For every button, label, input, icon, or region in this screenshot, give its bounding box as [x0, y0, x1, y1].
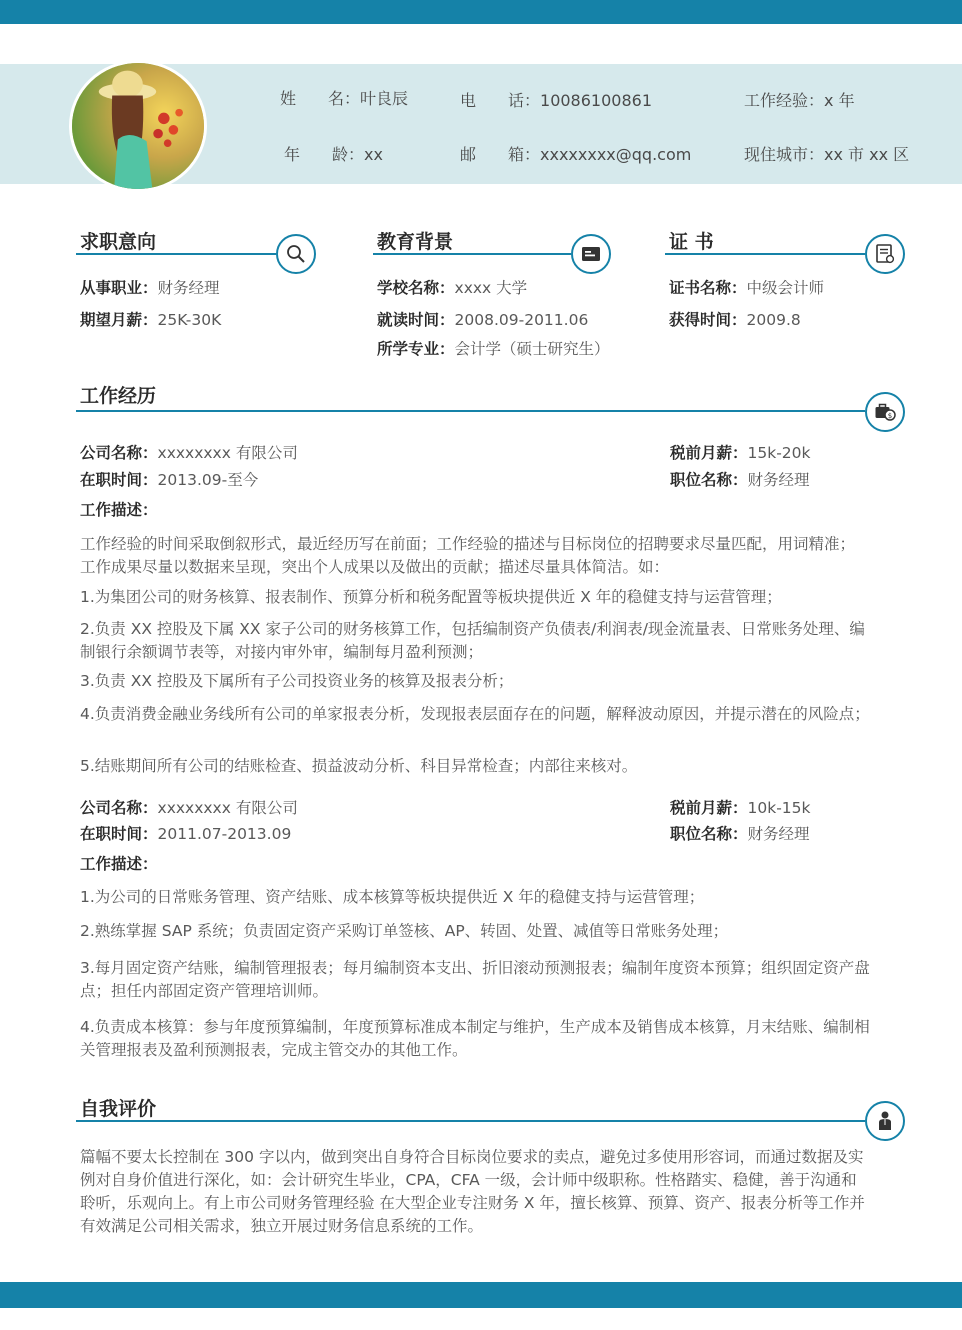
job2-desc-item: 2.熟练掌握 SAP 系统；负责固定资产采购订单签核、AP、转固、处置、减值等日常账务处理； [80, 922, 729, 940]
city-value: xx 市 xx 区 [824, 145, 910, 164]
phone-label: 电 话： [460, 91, 541, 110]
age-label: 年 龄： [284, 145, 365, 164]
email-info [460, 142, 691, 165]
job1-period-value: 2013.09-至今 [157, 471, 259, 489]
bottom-bar [0, 1282, 962, 1308]
age-info [284, 142, 383, 165]
job1-position-value: 财务经理 [747, 471, 810, 489]
diploma-icon [579, 242, 603, 266]
job1-company-label: 公司名称： [80, 444, 158, 462]
certificate-icon-wrap [865, 234, 905, 274]
job1-desc-item: 1.为集团公司的财务核算、报表制作、预算分析和税务配置等板块提供近 X 年的稳健支持与运营管理； [80, 588, 782, 606]
phone-value: 10086100861 [540, 91, 652, 110]
education-rule [373, 253, 571, 255]
job1-position [670, 468, 810, 490]
education-school [377, 276, 527, 298]
education-major-label: 所学专业： [377, 340, 455, 358]
education-title: 教育背景 [377, 231, 454, 253]
certificate-date-value: 2009.8 [746, 311, 801, 329]
svg-text:$: $ [887, 412, 893, 420]
name-value: 叶良辰 [360, 89, 409, 108]
job2-position-value: 财务经理 [747, 825, 810, 843]
job1-desc-item: 2.负责 XX 控股及下属 XX 家子公司的财务核算工作，包括编制资产负债表/利润表/现金流量表、日常账务处理、编制银行余额调节表等，对接内审外审，编制每月盈利预测； [80, 620, 865, 661]
self-eval-text: 篇幅不要太长控制在 300 字以内，做到突出自身符合目标岗位要求的卖点，避免过多使用形容词，而通过数据及实例对自身价值进行深化，如：会计研究生毕业，CPA，CFA 一级，会计师中级职称。性格踏实、稳健，善于沟通和聆听，乐观向上。有上市公司财务管理经验 在大型企业专注财务 X 年，擅长核算、预算、资产、报表分析等工作并有效满足公司相关需求，独立开展过财务信息系统的工作。 [80, 1148, 865, 1235]
education-icon-wrap [571, 234, 611, 274]
certificate-date-label: 获得时间： [669, 311, 747, 329]
job1-desc-intro: 工作经验的时间采取倒叙形式，最近经历写在前面；工作经验的描述与目标岗位的招聘要求尽量匹配，用词精准；工作成果尽量以数据来呈现，突出个人成果以及做出的贡献；描述尽量具体简洁。如： [80, 535, 856, 576]
certificate-name [669, 276, 824, 298]
education-period-label: 就读时间： [377, 311, 455, 329]
top-bar [0, 0, 962, 24]
job2-company-value: xxxxxxxx 有限公司 [157, 799, 298, 817]
job2-desc-label: 工作描述： [80, 855, 158, 873]
education-school-value: xxxx 大学 [454, 279, 528, 297]
intent-position [80, 276, 220, 298]
job1-period-label: 在职时间： [80, 471, 158, 489]
email-label: 邮 箱： [460, 145, 541, 164]
work-icon-wrap [865, 392, 905, 432]
intent-position-value: 财务经理 [157, 279, 220, 297]
job1-desc-label: 工作描述： [80, 501, 158, 519]
job1-desc-heading [80, 498, 158, 520]
job1-desc-item: 5.结账期间所有公司的结账检查、损益波动分析、科目异常检查；内部往来核对。 [80, 757, 638, 775]
city-label: 现住城市： [744, 145, 825, 164]
job1-position-label: 职位名称： [670, 471, 748, 489]
job2-period [80, 822, 291, 844]
job2-salary-label: 税前月薪： [670, 799, 748, 817]
job1-salary-label: 税前月薪： [670, 444, 748, 462]
job2-desc-item: 4.负责成本核算：参与年度预算编制，年度预算标准成本制定与维护，生产成本及销售成本核算，月末结账、编制相关管理报表及盈利预测报表，完成主管交办的其他工作。 [80, 1018, 870, 1059]
intent-salary-label: 期望月薪： [80, 311, 158, 329]
experience-value: x 年 [824, 91, 855, 110]
education-school-label: 学校名称： [377, 279, 455, 297]
certificate-rule [665, 253, 865, 255]
job2-company-label: 公司名称： [80, 799, 158, 817]
intent-rule [76, 253, 276, 255]
email-value: xxxxxxxx@qq.com [540, 145, 692, 164]
education-major-value: 会计学（硕士研究生） [454, 340, 610, 358]
name-info [280, 86, 408, 109]
certificate-name-label: 证书名称： [669, 279, 747, 297]
certificate-name-value: 中级会计师 [746, 279, 825, 297]
education-major [377, 337, 610, 359]
job2-salary-value: 10k-15k [747, 799, 811, 817]
intent-position-label: 从事职业： [80, 279, 158, 297]
job-search-icon [284, 242, 308, 266]
intent-salary [80, 308, 221, 330]
job2-position-label: 职位名称： [670, 825, 748, 843]
job2-company [80, 796, 298, 818]
job2-desc-heading [80, 852, 158, 874]
job1-company-value: xxxxxxxx 有限公司 [157, 444, 298, 462]
work-title: 工作经历 [80, 385, 157, 407]
intent-title: 求职意向 [80, 231, 157, 253]
job2-period-label: 在职时间： [80, 825, 158, 843]
job2-desc-item: 1.为公司的日常账务管理、资产结账、成本核算等板块提供近 X 年的稳健支持与运营管理； [80, 888, 705, 906]
briefcase-money-icon [873, 400, 897, 424]
phone-info [460, 88, 652, 111]
certificate-icon [873, 242, 897, 266]
job1-desc-item: 4.负责消费金融业务线所有公司的单家报表分析，发现报表层面存在的问题，解释波动原因，并提示潜在的风险点； [80, 705, 870, 723]
city-info [744, 142, 909, 165]
job2-salary [670, 796, 811, 818]
job2-period-value: 2011.07-2013.09 [157, 825, 292, 843]
job1-desc-item: 3.负责 XX 控股及下属所有子公司投资业务的核算及报表分析； [80, 672, 514, 690]
job1-period [80, 468, 258, 490]
intent-salary-value: 25K-30K [157, 311, 222, 329]
self-eval-icon-wrap [865, 1101, 905, 1141]
self-eval-title: 自我评价 [80, 1098, 157, 1120]
experience-label: 工作经验： [744, 91, 825, 110]
job2-position [670, 822, 810, 844]
job1-salary-value: 15k-20k [747, 444, 811, 462]
certificate-title: 证 书 [669, 231, 714, 253]
person-icon [873, 1109, 897, 1133]
avatar [69, 60, 207, 192]
intent-icon-wrap [276, 234, 316, 274]
age-value: xx [364, 145, 383, 164]
job1-salary [670, 441, 811, 463]
certificate-date [669, 308, 801, 330]
job1-company [80, 441, 298, 463]
name-label: 姓 名： [280, 89, 361, 108]
experience-info [744, 88, 855, 111]
education-period-value: 2008.09-2011.06 [454, 311, 589, 329]
work-rule [76, 410, 865, 412]
self-eval-rule [76, 1120, 865, 1122]
job2-desc-item: 3.每月固定资产结账，编制管理报表；每月编制资本支出、折旧滚动预测报表；编制年度资本预算；组织固定资产盘点；担任内部固定资产管理培训师。 [80, 959, 870, 1000]
education-period [377, 308, 588, 330]
